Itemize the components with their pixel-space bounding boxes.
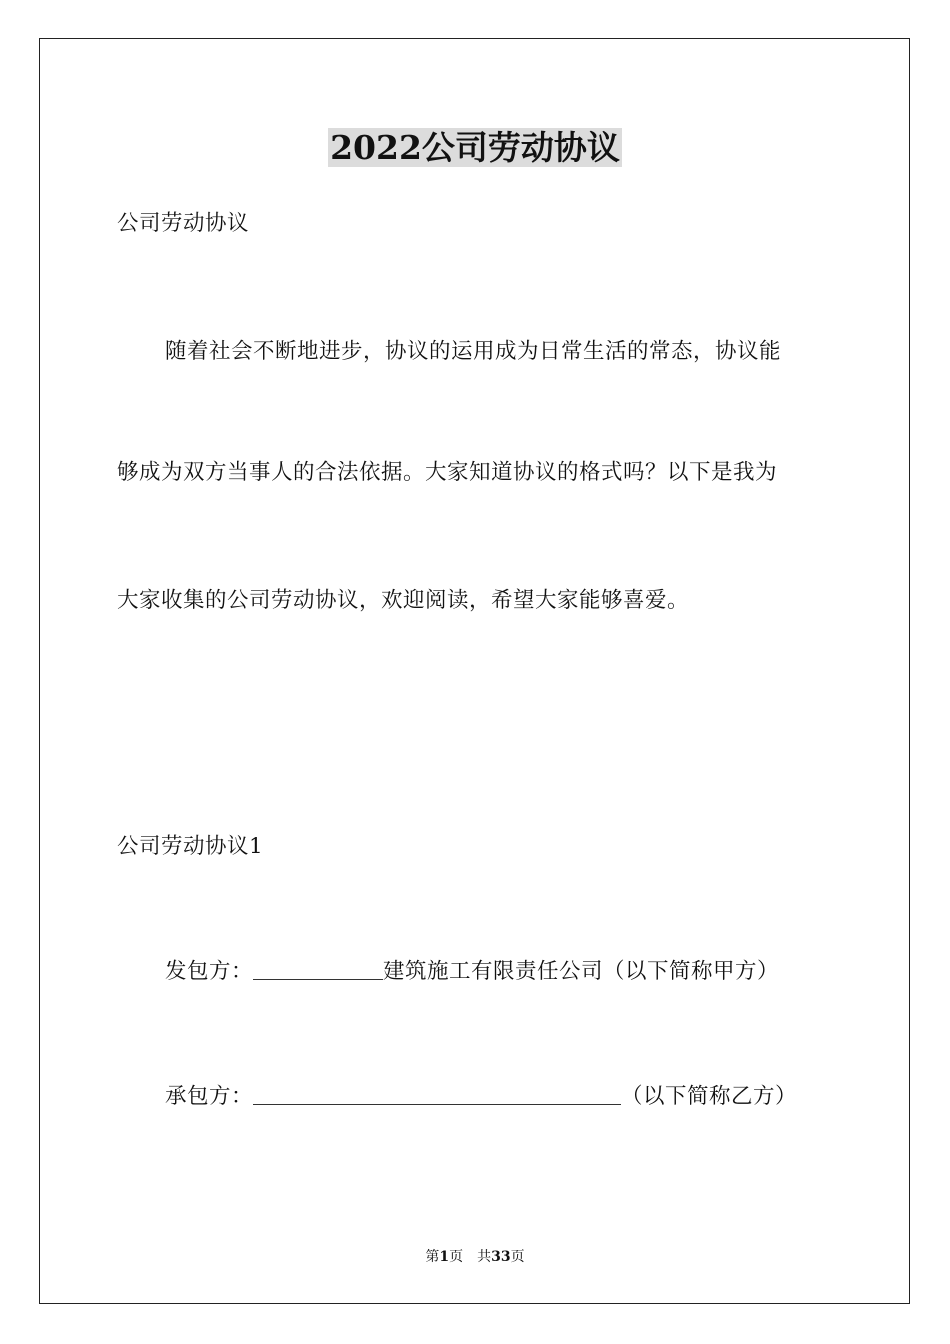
document-subtitle: 公司劳动协议 <box>117 211 250 236</box>
footer-total-pages: 33 <box>491 1249 511 1265</box>
party-b-line <box>165 1081 797 1113</box>
party-a-suffix: 建筑施工有限责任公司（以下简称甲方） <box>383 959 780 984</box>
section-heading: 公司劳动协议1 <box>117 834 264 859</box>
page-footer <box>0 1247 950 1267</box>
intro-line-3: 大家收集的公司劳动协议，欢迎阅读，希望大家能够喜爱。 <box>117 588 690 613</box>
party-b-blank <box>253 1082 621 1105</box>
party-b-label: 承包方： <box>165 1084 254 1109</box>
document-title <box>0 124 950 172</box>
footer-page-number: 1 <box>439 1249 450 1265</box>
footer-suffix: 页 <box>510 1249 525 1265</box>
title-highlight: 2022公司劳动协议 <box>330 128 620 167</box>
party-a-line <box>165 956 779 988</box>
intro-line-1: 随着社会不断地进步，协议的运用成为日常生活的常态，协议能 <box>165 339 782 364</box>
party-a-label: 发包方： <box>165 959 254 984</box>
party-b-suffix: （以下简称乙方） <box>621 1084 798 1109</box>
footer-prefix: 第 <box>425 1249 440 1265</box>
footer-mid: 页 共 <box>449 1249 492 1265</box>
party-a-blank <box>253 957 383 980</box>
intro-line-2: 够成为双方当事人的合法依据。大家知道协议的格式吗？以下是我为 <box>117 460 778 485</box>
